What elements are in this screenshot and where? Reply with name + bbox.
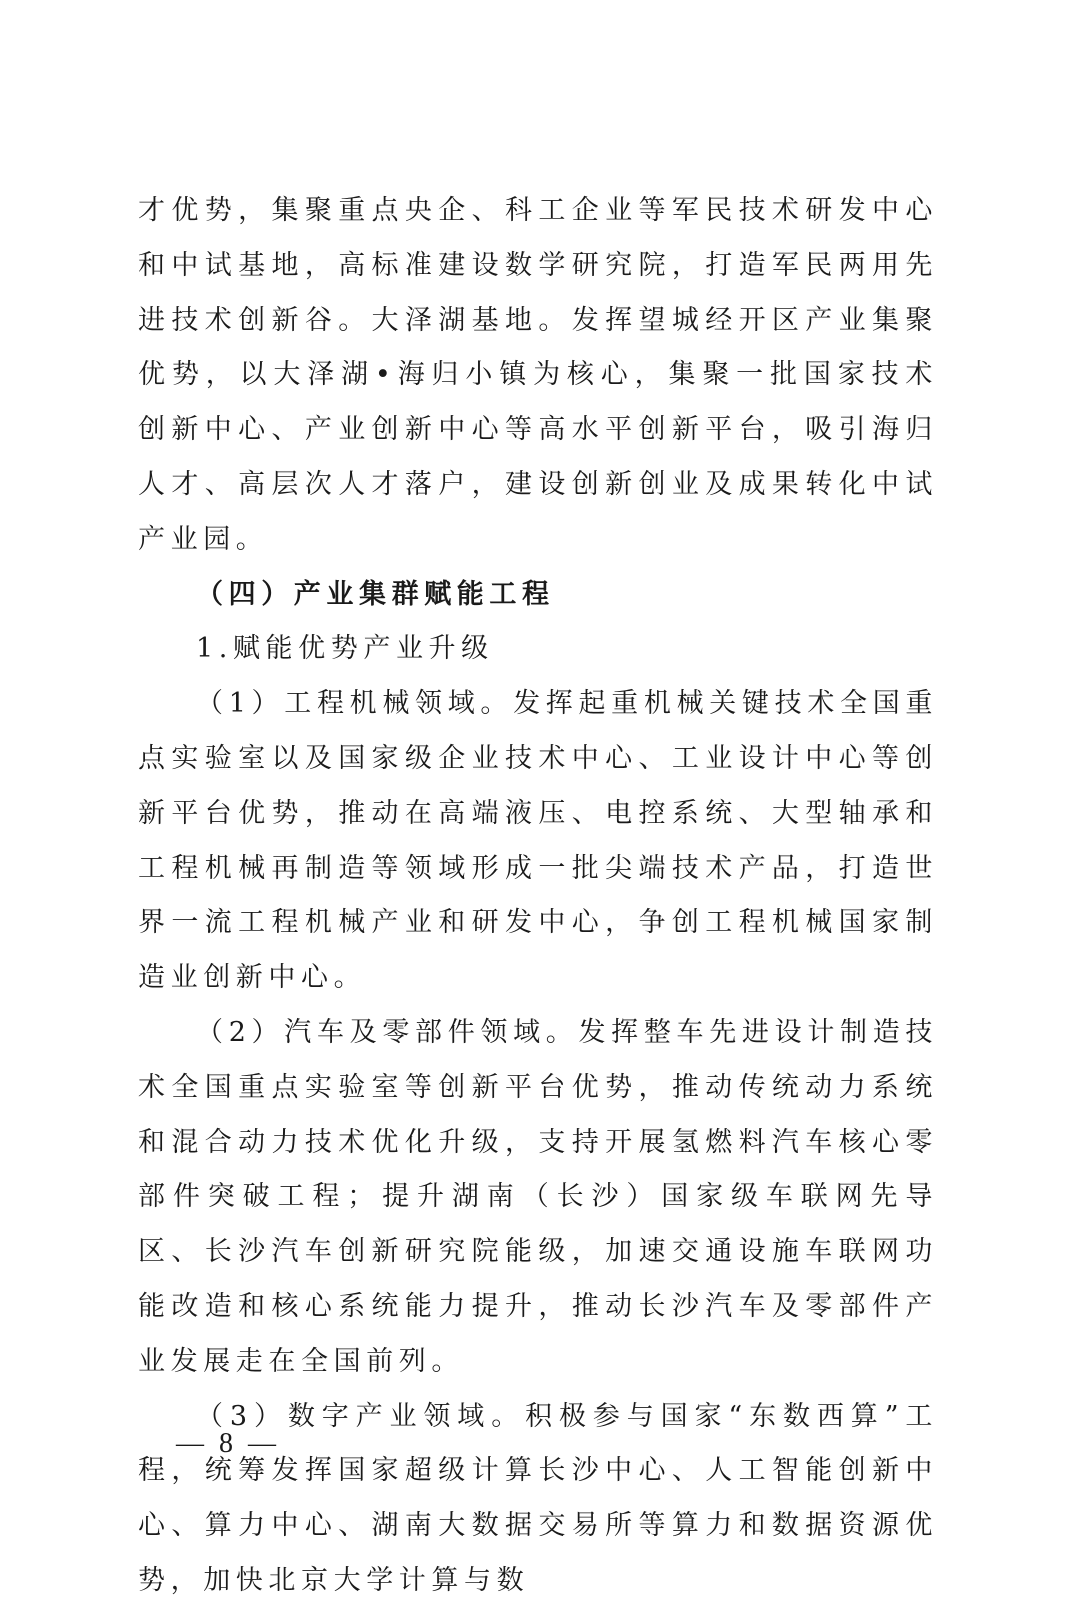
paragraph-automotive: （2）汽车及零部件领域。发挥整车先进设计制造技术全国重点实验室等创新平台优势，推动传统动力系统和混合动力技术优化升级，支持开展氢燃料汽车核心零部件突破工程；提升湖南（长沙）国家级车联网先导区、长沙汽车创新研究院能级，加速交通设施车联网功能改造和核心系统能力提升，推动长沙汽车及零部件产业发展走在全国前列。 bbox=[138, 1016, 938, 1377]
paragraph-continued: 才优势，集聚重点央企、科工企业等军民技术研发中心和中试基地，高标准建设数学研究院，打造军民两用先进技术创新谷。大泽湖基地。发挥望城经开区产业集聚优势，以大泽湖•海归小镇为核心，集聚一批国家技术创新中心、产业创新中心等高水平创新平台，吸引海归人才、高层次人才落户，建设创新创业及成果转化中试产业园。 bbox=[138, 195, 938, 555]
section-heading: （四）产业集群赋能工程 bbox=[196, 578, 555, 610]
paragraph-digital-industry: （3）数字产业领域。积极参与国家“东数西算”工程，统筹发挥国家超级计算长沙中心、人工智能创新中心、算力中心、湖南大数据交易所等算力和数据资源优势，加快北京大学计算与数 bbox=[138, 1400, 938, 1596]
document-body bbox=[138, 184, 938, 1609]
page-number: — 8 — bbox=[176, 1428, 280, 1459]
subsection-heading: 1.赋能优势产业升级 bbox=[196, 633, 494, 665]
paragraph-construction-machinery: （1）工程机械领域。发挥起重机械关键技术全国重点实验室以及国家级企业技术中心、工业设计中心等创新平台优势，推动在高端液压、电控系统、大型轴承和工程机械再制造等领域形成一批尖端技术产品，打造世界一流工程机械产业和研发中心，争创工程机械国家制造业创新中心。 bbox=[138, 688, 938, 994]
